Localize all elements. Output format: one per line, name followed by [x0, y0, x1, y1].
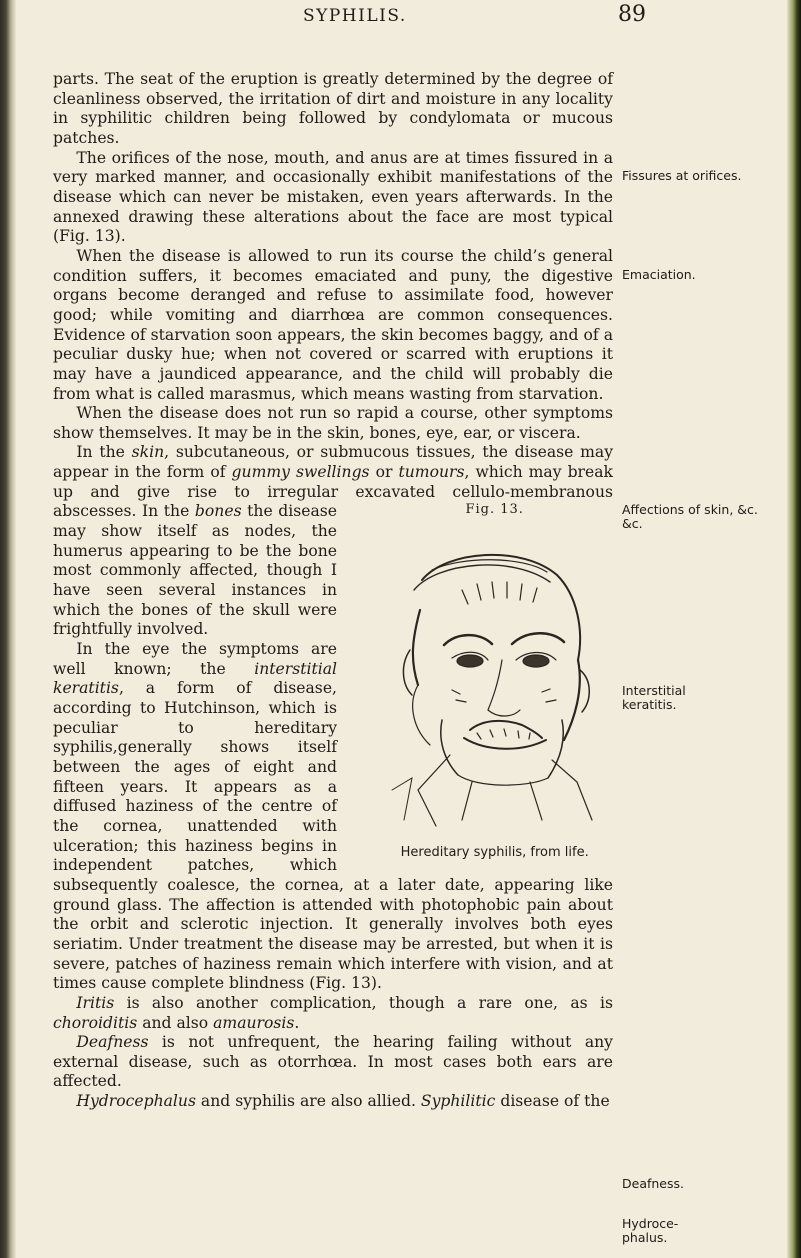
paragraph-other-symptoms: When the disease does not run so rapid a course, other symptoms show themselves. It may be in the skin, bones, eye, ear, or viscera. — [53, 404, 613, 442]
margin-note-deafness: Deafness. — [622, 1176, 684, 1191]
paragraph-iritis: Iritis is also another complication, though a rare one, as is choroiditis and also amaurosis. — [53, 993, 613, 1032]
figure-caption: Hereditary syphilis, from life. — [400, 844, 589, 860]
figure-title: Fig. 13. — [465, 502, 524, 518]
paragraph-emaciation: When the disease is allowed to run its course the child’s general condition suffers, it becomes emaciated and puny, the digestive organs become deranged and refuse to assimilate food, however good; while vomiting and diarrhœa are common consequences. Evidence of starvation soon appears, the skin becomes baggy, and of a peculiar dusky hue; when not covered or scarred with eruptions it may have a jaundiced appearance, and the child will probably die from what is called marasmus, which means wasting from starvation. — [53, 246, 613, 403]
page-gutter-shadow — [0, 0, 16, 1258]
paragraph-fissures: The orifices of the nose, mouth, and anus are at times fissured in a very marked manner, and occasionally exhibit manifestations of the disease which can never be mistaken, even years afterwards. In the annexed drawing these alterations about the face are most typical (Fig. 13). — [53, 148, 613, 246]
paragraph-deafness: Deafness is not unfrequent, the hearing failing without any external disease, such as otorrhœa. In most cases both ears are affected. — [53, 1033, 613, 1091]
page-number: 89 — [618, 2, 646, 27]
margin-note-keratitis: Interstitial keratitis. — [622, 683, 686, 712]
paragraph-hydrocephalus: Hydrocephalus and syphilis are also allied. Syphilitic disease of the — [76, 1092, 610, 1111]
paragraph-eye: In the eye the symptoms are well known; the interstitial keratitis, a form of disease, according to Hutchinson, which is peculiar to hereditary syphilis,generally shows itself between the ages of eight and fifteen years. It appears as a diffused haziness of the centre of the cornea, unattended with ulceration; this haziness begins in independent patches, which subsequently coalesce, the cornea, at a later date, appearing like ground glass. The affection is attended with photophobic pain about the orbit and sclerotic injection. It generally involves both eyes seriatim. Under treatment the disease may be arrested, but when it is severe, patches of haziness remain which interfere with vision, and at times cause complete blindness (Fig. 13). — [53, 640, 613, 993]
margin-note-emaciation: Emaciation. — [622, 267, 696, 282]
page-header — [0, 2, 801, 46]
figure-illustration — [352, 520, 614, 838]
body-text — [53, 70, 613, 1112]
running-title: SYPHILIS. — [303, 6, 407, 26]
figure-13 — [347, 500, 619, 862]
margin-note-hydrocephalus: Hydroce-phalus. — [622, 1216, 679, 1245]
margin-note-affections: Affections of skin, &c. &c. — [622, 502, 758, 531]
paragraph-parts: parts. The seat of the eruption is greatly determined by the degree of cleanliness observed, the irritation of dirt and moisture in any locality in syphilitic children being followed by condylomata or mucous patches. — [53, 70, 613, 147]
paragraph-skin-bones: In the skin, subcutaneous, or submucous tissues, the disease may appear in the form of gummy swellings or tumours, which may break up and give rise to irregular excavated cellulo-membranous abscesses. In the Fig. 13. Hereditary syphilis, from life. bones the disease may show itself as nodes, the humerus appearing to be the bone most commonly affected, though I have seen several instances in which the bones of the skull were frightfully involved. — [53, 443, 613, 640]
margin-note-fissures: Fissures at orifices. — [622, 168, 742, 183]
fig-anchor: , which may break up and give rise to irregular excavated cellulo-membranous abscesses. In the — [53, 463, 613, 521]
page-edge-cover — [787, 0, 801, 1258]
